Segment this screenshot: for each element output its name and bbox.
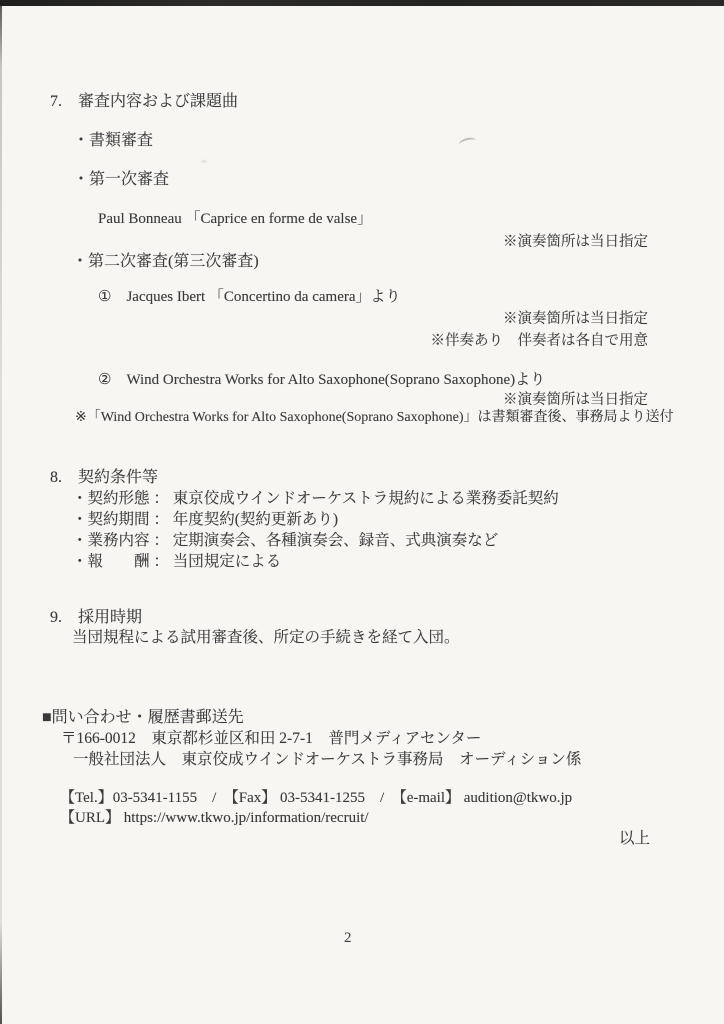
row-remuneration: ・報 酬 ： 当団規定による — [72, 553, 282, 570]
scan-smudge — [458, 136, 477, 149]
contact-url: 【URL】 https://www.tkwo.jp/information/recruit/ — [60, 810, 369, 826]
contact-address-line1: 〒166-0012 東京都杉並区和田 2-7-1 普門メディアセンター — [61, 730, 482, 747]
contact-address-line2: 一般社団法人 東京佼成ウインドオーケストラ事務局 オーディション係 — [73, 751, 582, 768]
scan-edge-top — [0, 0, 724, 6]
note-performance-passage-1: ※演奏箇所は当日指定 — [503, 234, 648, 250]
section8-heading: 8. 契約条件等 — [50, 469, 159, 486]
footnote-wind-orchestra-works: ※「Wind Orchestra Works for Alto Saxophone(Soprano Saxophone)」は書類審査後、事務局より送付 — [75, 410, 674, 425]
piece-paul-bonneau: Paul Bonneau 「Caprice en forme de valse」 — [98, 211, 373, 227]
closing-ijou: 以上 — [618, 830, 650, 847]
item-second-screening: ・第二次審査(第三次審査) — [72, 253, 259, 270]
section7-heading: 7. 審査内容および課題曲 — [50, 93, 239, 110]
section9-heading: 9. 採用時期 — [50, 609, 143, 626]
note-accompaniment: ※伴奏あり 伴奏者は各自で用意 — [430, 333, 648, 349]
scan-smudge — [200, 159, 208, 164]
section9-body: 当団規程による試用審査後、所定の手続きを経て入団。 — [72, 629, 460, 646]
piece-wind-orchestra-works: ② Wind Orchestra Works for Alto Saxophone(Soprano Saxophone)より — [98, 372, 546, 388]
item-document-screening: ・書類審査 — [73, 132, 154, 149]
row-work-content: ・業務内容 ： 定期演奏会、各種演奏会、録音、式典演奏など — [72, 532, 499, 549]
row-contract-type: ・契約形態 ： 東京佼成ウインドオーケストラ規約による業務委託契約 — [72, 490, 559, 507]
row-contract-period: ・契約期間 ： 年度契約(契約更新あり) — [72, 511, 339, 528]
page-number: 2 — [344, 930, 352, 946]
piece-jacques-ibert: ① Jacques Ibert 「Concertino da camera」より — [98, 289, 401, 305]
contact-tel-fax-email: 【Tel.】03-5341-1155 / 【Fax】 03-5341-1255 / 【e-mail】 audition@tkwo.jp — [60, 790, 573, 806]
scan-edge-left — [0, 6, 2, 1024]
contact-heading: ■問い合わせ・履歴書郵送先 — [42, 709, 244, 726]
note-performance-passage-3: ※演奏箇所は当日指定 — [503, 392, 648, 408]
note-performance-passage-2: ※演奏箇所は当日指定 — [503, 311, 648, 327]
item-first-screening: ・第一次審査 — [73, 171, 170, 188]
